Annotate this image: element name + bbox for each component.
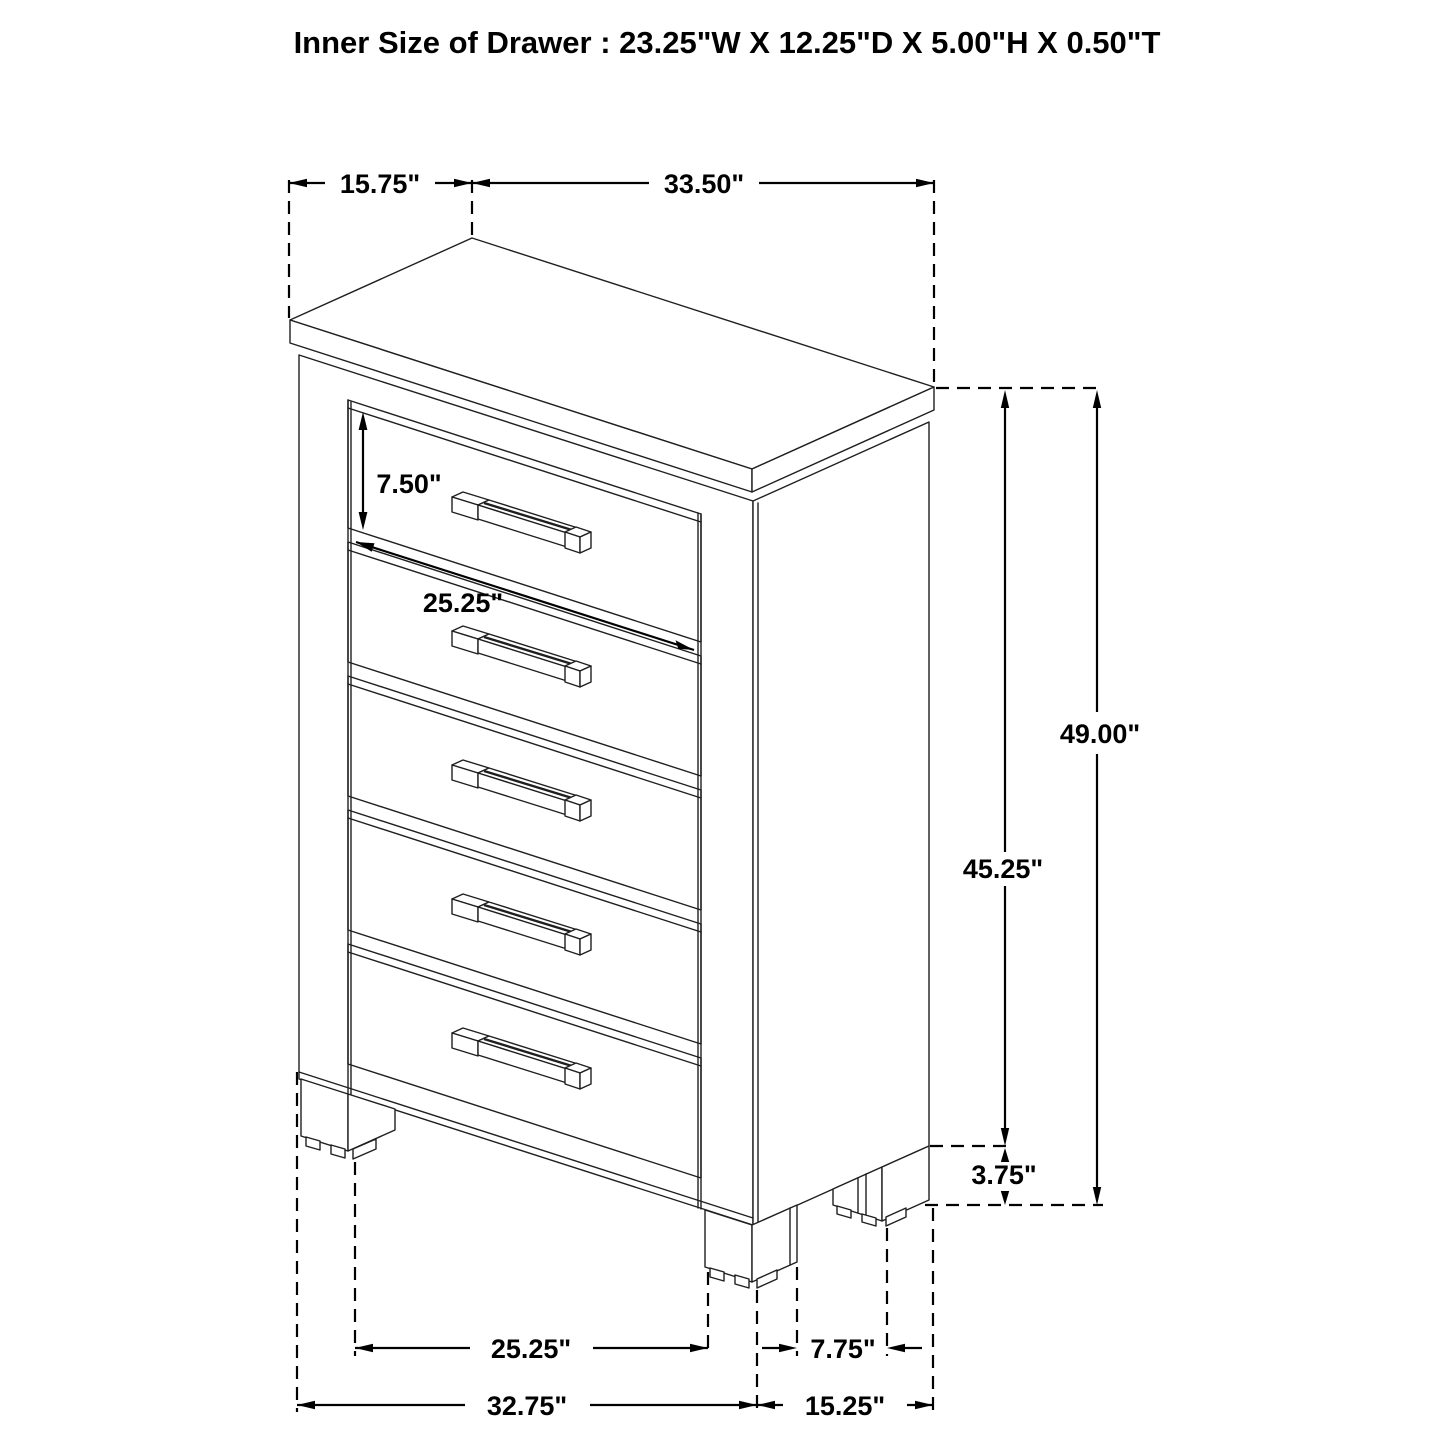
dim-top-depth-label: 15.75" [339,169,421,199]
chest-drawing [290,238,934,1288]
dim-side-leg-spacing-label: 7.75" [810,1334,876,1364]
body-right-side-panel [753,422,929,1225]
page-title: Inner Size of Drawer : 23.25"W X 12.25"D X 5.00"H X 0.50"T [293,25,1161,60]
dim-drawer-height-label: 7.50" [376,469,442,499]
dim-side-leg-spacing [762,1334,922,1364]
dim-base-depth-label: 15.25" [804,1391,886,1421]
dim-base-depth [757,1391,933,1421]
dim-heights [925,388,1140,1205]
dim-leg-height-label: 3.75" [971,1160,1037,1190]
dim-base-width-label: 32.75" [486,1391,568,1421]
dim-body-height-label: 45.25" [962,854,1044,884]
dim-overall-height-label: 49.00" [1059,719,1141,749]
dim-front-leg-spacing-label: 25.25" [490,1334,572,1364]
dim-base-width [297,1391,757,1421]
dim-top-width [472,169,934,199]
dim-drawer-width-label: 25.25" [422,588,504,618]
dim-top-width-label: 33.50" [663,169,745,199]
dim-front-leg-spacing [355,1334,708,1364]
